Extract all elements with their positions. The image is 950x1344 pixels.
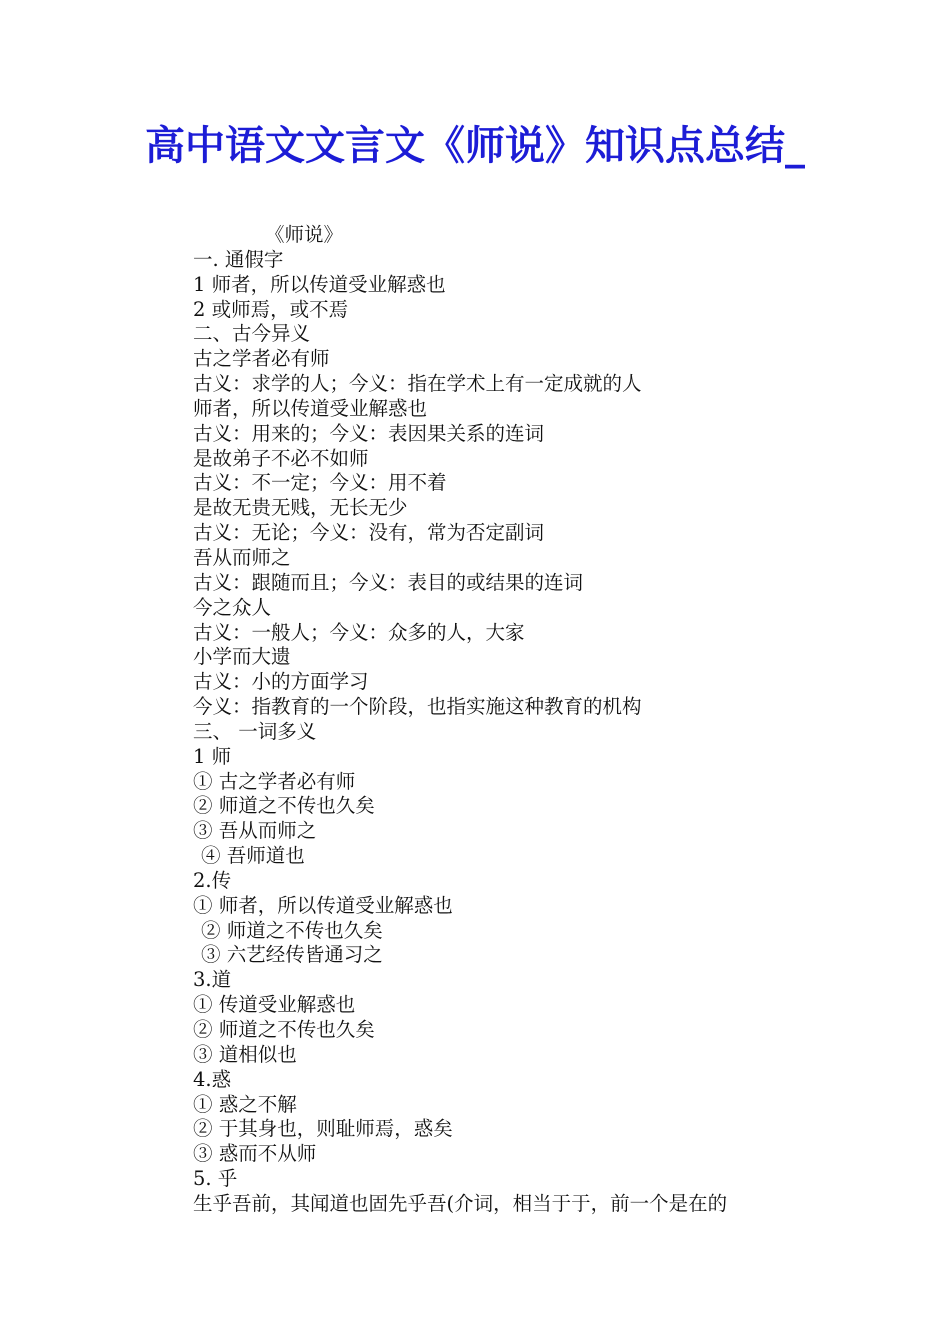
body-line: 2 或师焉，或不焉 — [193, 297, 349, 321]
body-line: 是故无贵无贱，无长无少 — [193, 496, 408, 520]
body-line: 4.惑 — [193, 1067, 232, 1091]
body-line: ① 师者，所以传道受业解惑也 — [193, 893, 453, 917]
body-line: 3.道 — [193, 968, 232, 992]
body-line: 生乎吾前，其闻道也固先乎吾(介词，相当于于，前一个是在的 — [193, 1191, 728, 1215]
body-line: ① 传道受业解惑也 — [193, 993, 356, 1017]
body-line: 1 师者，所以传道受业解惑也 — [193, 272, 446, 296]
body-line: ③ 惑而不从师 — [193, 1142, 317, 1166]
body-line: ② 师道之不传也久矣 — [193, 1018, 375, 1041]
body-line: 今义：指教育的一个阶段，也指实施这种教育的机构 — [193, 695, 642, 719]
document-title: 高中语文文言文《师说》知识点总结_ — [145, 123, 805, 169]
body-line: 2.传 — [193, 868, 232, 892]
body-line: 古之学者必有师 — [193, 347, 330, 371]
body-line: 古义：跟随而且；今义：表目的或结果的连词 — [193, 570, 584, 594]
body-line: 吾从而师之 — [193, 545, 291, 569]
body-line: 古义：无论；今义：没有，常为否定副词 — [193, 521, 545, 545]
body-line: 古义：求学的人；今义：指在学术上有一定成就的人 — [193, 372, 642, 396]
body-line: 小学而大遗 — [193, 645, 291, 669]
body-line: 二、古今异义 — [193, 322, 311, 346]
body-line: 古义：一般人；今义：众多的人，大家 — [193, 620, 525, 644]
body-line: 5. 乎 — [193, 1167, 238, 1191]
section-subtitle: 《师说》 — [265, 223, 344, 246]
body-line: 今之众人 — [193, 595, 272, 619]
body-line: ④ 吾师道也 — [201, 844, 305, 868]
body-line: ② 师道之不传也久矣 — [193, 794, 375, 818]
body-line: ③ 六艺经传皆通习之 — [201, 943, 383, 967]
body-line: 一. 通假字 — [193, 247, 284, 271]
body-line: ③ 道相似也 — [193, 1042, 297, 1066]
body-line: 古义：用来的；今义：表因果关系的连词 — [193, 421, 545, 445]
body-line: 三、 一词多义 — [193, 719, 317, 743]
body-line: ③ 吾从而师之 — [193, 819, 317, 843]
body-line: 1 师 — [193, 744, 232, 768]
body-line: ① 古之学者必有师 — [193, 769, 356, 793]
body-line: 师者，所以传道受业解惑也 — [193, 396, 428, 420]
body-line: ① 惑之不解 — [193, 1092, 297, 1116]
body-line: 古义：不一定；今义：用不着 — [193, 471, 447, 495]
body-line: ② 于其身也，则耻师焉，惑矣 — [193, 1117, 453, 1141]
body-line: ② 师道之不传也久矣 — [201, 918, 383, 942]
body-line: 古义：小的方面学习 — [193, 670, 369, 694]
document-body — [193, 223, 833, 1217]
body-line: 是故弟子不必不如师 — [193, 446, 369, 470]
